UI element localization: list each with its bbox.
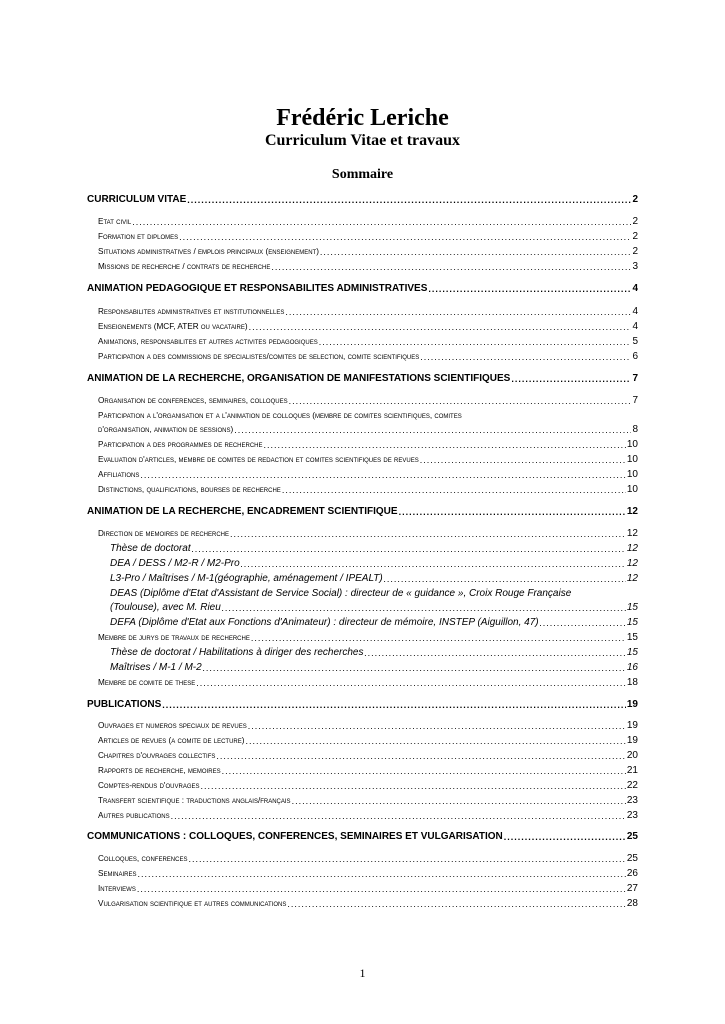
- toc-subsection-entry[interactable]: [98, 335, 638, 349]
- toc-subsection-entry[interactable]: [98, 764, 638, 778]
- toc-entry-page: 19: [626, 735, 638, 746]
- toc-subsection-entry[interactable]: [98, 527, 638, 541]
- toc-entry-title: Enseignements (MCF, ATER ou vacataire): [98, 322, 248, 331]
- toc-dot-leader: [251, 631, 626, 645]
- toc-entry-page: 10: [626, 439, 638, 450]
- toc-dot-leader: [420, 453, 626, 467]
- toc-entry-title: ANIMATION PEDAGOGIQUE ET RESPONSABILITES ADMINISTRATIVES: [87, 283, 428, 294]
- document-title: Frédéric Leriche: [276, 105, 449, 131]
- toc-subsection-entry[interactable]: [98, 779, 638, 793]
- toc-subsubsection-entry[interactable]: [110, 587, 638, 601]
- page-number: 1: [359, 966, 366, 980]
- toc-entry-title: Responsabilites administratives et institutionnelles: [98, 307, 285, 316]
- toc-dot-leader: [249, 320, 632, 334]
- toc-dot-leader: [271, 260, 631, 274]
- toc-dot-leader: [241, 557, 626, 571]
- toc-dot-leader: [320, 245, 632, 259]
- toc-dot-leader: [132, 215, 631, 229]
- toc-entry-title: Participation a des programmes de recherche: [98, 440, 263, 449]
- toc-dot-leader: [364, 646, 625, 660]
- toc-entry-page: 20: [626, 750, 638, 761]
- toc-subsection-entry[interactable]: [98, 260, 638, 274]
- toc-subsubsection-entry[interactable]: [110, 572, 638, 586]
- toc-subsection-entry[interactable]: [98, 350, 638, 364]
- toc-entry-title: Thèse de doctorat: [110, 543, 191, 554]
- toc-dot-leader: [319, 335, 632, 349]
- toc-entry-page: 23: [626, 795, 638, 806]
- toc-entry-page: 27: [626, 883, 638, 894]
- toc-subsection-entry[interactable]: [98, 749, 638, 763]
- toc-entry-page: 26: [626, 868, 638, 879]
- toc-subsection-entry[interactable]: [98, 483, 638, 497]
- toc-entry-page: 6: [632, 351, 638, 362]
- toc-subsection-entry[interactable]: [98, 438, 638, 452]
- toc-dot-leader: [282, 483, 626, 497]
- toc-subsection-entry[interactable]: [98, 809, 638, 823]
- toc-entry-title: Membre de comite de these: [98, 678, 196, 687]
- toc-dot-leader: [216, 749, 625, 763]
- toc-entry-title: Affiliations: [98, 470, 140, 479]
- toc-subsection-entry[interactable]: [98, 320, 638, 334]
- toc-entry-title: ANIMATION DE LA RECHERCHE, ENCADREMENT SCIENTIFIQUE: [87, 506, 398, 517]
- toc-dot-leader: [285, 305, 631, 319]
- toc-dot-leader: [187, 193, 631, 207]
- toc-entry-page: 2: [632, 194, 638, 205]
- toc-subsubsection-entry[interactable]: [110, 616, 638, 630]
- toc-entry-page: 21: [626, 765, 638, 776]
- toc-heading: Sommaire: [331, 167, 394, 182]
- toc-entry-page: 2: [632, 246, 638, 257]
- toc-entry-title: CURRICULUM VITAE: [87, 194, 187, 205]
- toc-subsection-entry[interactable]: [98, 394, 638, 408]
- toc-entry-page: 4: [632, 321, 638, 332]
- toc-entry-page: 22: [626, 780, 638, 791]
- toc-dot-leader: [511, 372, 631, 386]
- toc-dot-leader: [248, 719, 626, 733]
- toc-entry-title: DEAS (Diplôme d'Etat d'Assistant de Service Social) : directeur de « guidance », Croix Rouge Française: [110, 588, 572, 599]
- toc-subsubsection-entry[interactable]: [110, 542, 638, 556]
- toc-entry-page: 15: [626, 602, 638, 613]
- toc-dot-leader: [428, 282, 631, 296]
- toc-entry-title: Participation a l'organisation et a l'animation de colloques (membre de comites scientifiques, comites: [98, 411, 462, 420]
- toc-entry-title: Transfert scientifique : traductions anglais/français: [98, 796, 291, 805]
- toc-entry-title: ANIMATION DE LA RECHERCHE, ORGANISATION DE MANIFESTATIONS SCIENTIFIQUES: [87, 373, 511, 384]
- toc-entry-title: Thèse de doctorat / Habilitations à diriger des recherches: [110, 647, 364, 658]
- toc-subsection-entry[interactable]: [98, 852, 638, 866]
- toc-subsubsection-entry[interactable]: [110, 601, 638, 615]
- toc-entry-page: 2: [632, 216, 638, 227]
- toc-entry-page: 10: [626, 469, 638, 480]
- toc-subsection-entry[interactable]: [98, 230, 638, 244]
- toc-entry-page: 10: [626, 454, 638, 465]
- toc-entry-title: DEA / DESS / M2-R / M2-Pro: [110, 558, 240, 569]
- toc-dot-leader: [230, 527, 626, 541]
- toc-subsubsection-entry[interactable]: [110, 557, 638, 571]
- toc-section-entry[interactable]: [87, 372, 638, 386]
- toc-dot-leader: [504, 830, 626, 844]
- toc-subsection-entry[interactable]: [98, 897, 638, 911]
- toc-dot-leader: [540, 616, 626, 630]
- toc-dot-leader: [162, 698, 626, 712]
- toc-entry-title: Rapports de recherche, memoires: [98, 766, 221, 775]
- toc-entry-title: Distinctions, qualifications, bourses de recherche: [98, 485, 281, 494]
- toc-dot-leader: [171, 809, 626, 823]
- toc-entry-title: PUBLICATIONS: [87, 699, 162, 710]
- toc-entry-title: Etat civil: [98, 217, 132, 226]
- toc-entry-page: 12: [626, 543, 638, 554]
- toc-entry-page: 12: [626, 573, 638, 584]
- toc-entry-page: 7: [632, 395, 638, 406]
- toc-entry-page: 5: [632, 336, 638, 347]
- toc-subsection-entry[interactable]: [98, 423, 638, 437]
- toc-entry-page: 3: [632, 261, 638, 272]
- toc-entry-title: DEFA (Diplôme d'Etat aux Fonctions d'Animateur) : directeur de mémoire, INSTEP (Aiguillon, 47): [110, 617, 539, 628]
- toc-entry-title: Seminaires: [98, 869, 137, 878]
- toc-subsection-entry[interactable]: [98, 631, 638, 645]
- toc-entry-title: Formation et diplomes: [98, 232, 179, 241]
- toc-entry-page: 2: [632, 231, 638, 242]
- toc-entry-page: 19: [626, 699, 638, 710]
- toc-entry-title: Membre de jurys de travaux de recherche: [98, 633, 250, 642]
- toc-dot-leader: [287, 897, 626, 911]
- toc-entry-title: L3-Pro / Maîtrises / M-1(géographie, aménagement / IPEALT): [110, 573, 383, 584]
- toc-entry-page: 15: [626, 617, 638, 628]
- toc-entry-page: 16: [626, 662, 638, 673]
- toc-entry-page: 25: [626, 831, 638, 842]
- toc-entry-title: Participation a des commissions de specialistes/comites de selection, comite scientifiques: [98, 352, 420, 361]
- toc-entry-page: 12: [626, 558, 638, 569]
- toc-subsection-entry[interactable]: [98, 468, 638, 482]
- toc-dot-leader: [188, 852, 625, 866]
- toc-dot-leader: [289, 394, 632, 408]
- toc-section-entry[interactable]: [87, 698, 638, 712]
- toc-entry-title: d'organisation, animation de sessions): [98, 425, 234, 434]
- toc-dot-leader: [203, 661, 626, 675]
- toc-subsubsection-entry[interactable]: [110, 646, 638, 660]
- toc-entry-title: Colloques, conferences: [98, 854, 188, 863]
- toc-section-entry[interactable]: [87, 282, 638, 296]
- toc-dot-leader: [192, 542, 626, 556]
- toc-dot-leader: [137, 882, 626, 896]
- toc-subsection-entry[interactable]: [98, 882, 638, 896]
- toc-entry-title: Ouvrages et numeros speciaux de revues: [98, 721, 247, 730]
- toc-entry-title: Missions de recherche / contrats de recherche: [98, 262, 271, 271]
- toc-entry-page: 25: [626, 853, 638, 864]
- toc-entry-page: 23: [626, 810, 638, 821]
- toc-subsection-entry[interactable]: [98, 215, 638, 229]
- toc-entry-page: 10: [626, 484, 638, 495]
- toc-dot-leader: [140, 468, 626, 482]
- toc-section-entry[interactable]: [87, 830, 638, 844]
- toc-dot-leader: [264, 438, 626, 452]
- toc-entry-page: 8: [632, 424, 638, 435]
- toc-entry-title: Maîtrises / M-1 / M-2: [110, 662, 202, 673]
- toc-entry-title: Direction de memoires de recherche: [98, 529, 230, 538]
- toc-entry-title: (Toulouse), avec M. Rieu: [110, 602, 221, 613]
- toc-subsection-entry[interactable]: [98, 794, 638, 808]
- toc-entry-page: 15: [626, 632, 638, 643]
- toc-entry-title: Evaluation d'articles, membre de comites de redaction et comites scientifiques de revues: [98, 455, 419, 464]
- toc-subsection-entry[interactable]: [98, 453, 638, 467]
- toc-subsection-entry[interactable]: [98, 676, 638, 690]
- toc-dot-leader: [196, 676, 626, 690]
- toc-entry-title: Vulgarisation scientifique et autres communications: [98, 899, 287, 908]
- toc-entry-title: Animations, responsabilites et autres activites pedagogiques: [98, 337, 318, 346]
- toc-entry-title: COMMUNICATIONS : COLLOQUES, CONFERENCES, SEMINAIRES ET VULGARISATION: [87, 831, 503, 842]
- toc-entry-title: Autres publications: [98, 811, 170, 820]
- toc-entry-page: 12: [626, 528, 638, 539]
- toc-dot-leader: [234, 423, 631, 437]
- toc-section-entry[interactable]: [87, 193, 638, 207]
- toc-dot-leader: [201, 779, 626, 793]
- toc-entry-title: Chapitres d'ouvrages collectifs: [98, 751, 216, 760]
- toc-subsubsection-entry[interactable]: [110, 661, 638, 675]
- toc-entry-page: 19: [626, 720, 638, 731]
- toc-section-entry[interactable]: [87, 505, 638, 519]
- toc-entry-page: 4: [632, 306, 638, 317]
- toc-dot-leader: [384, 572, 626, 586]
- toc-entry-page: 28: [626, 898, 638, 909]
- toc-subsection-entry[interactable]: [98, 305, 638, 319]
- toc-subsection-entry[interactable]: [98, 867, 638, 881]
- toc-dot-leader: [292, 794, 626, 808]
- toc-entry-title: Organisation de conferences, seminaires, colloques: [98, 396, 288, 405]
- toc-entry-page: 15: [626, 647, 638, 658]
- toc-entry-title: Articles de revues (a comite de lecture): [98, 736, 245, 745]
- toc-subsection-entry[interactable]: [98, 719, 638, 733]
- toc-entry-title: Comptes-rendus d'ouvrages: [98, 781, 200, 790]
- toc-entry-page: 4: [632, 283, 638, 294]
- toc-dot-leader: [399, 505, 626, 519]
- toc-dot-leader: [179, 230, 631, 244]
- toc-dot-leader: [222, 764, 626, 778]
- toc-entry-title: Interviews: [98, 884, 136, 893]
- toc-entry-page: 18: [626, 677, 638, 688]
- toc-subsection-entry[interactable]: [98, 409, 638, 423]
- document-subtitle: Curriculum Vitae et travaux: [264, 132, 461, 149]
- toc-subsection-entry[interactable]: [98, 734, 638, 748]
- toc-entry-title: Situations administratives / emplois principaux (enseignement): [98, 247, 319, 256]
- toc-dot-leader: [222, 601, 626, 615]
- toc-dot-leader: [245, 734, 625, 748]
- toc-entry-page: 12: [626, 506, 638, 517]
- toc-entry-page: 7: [632, 373, 638, 384]
- toc-dot-leader: [420, 350, 631, 364]
- toc-subsection-entry[interactable]: [98, 245, 638, 259]
- toc-dot-leader: [137, 867, 625, 881]
